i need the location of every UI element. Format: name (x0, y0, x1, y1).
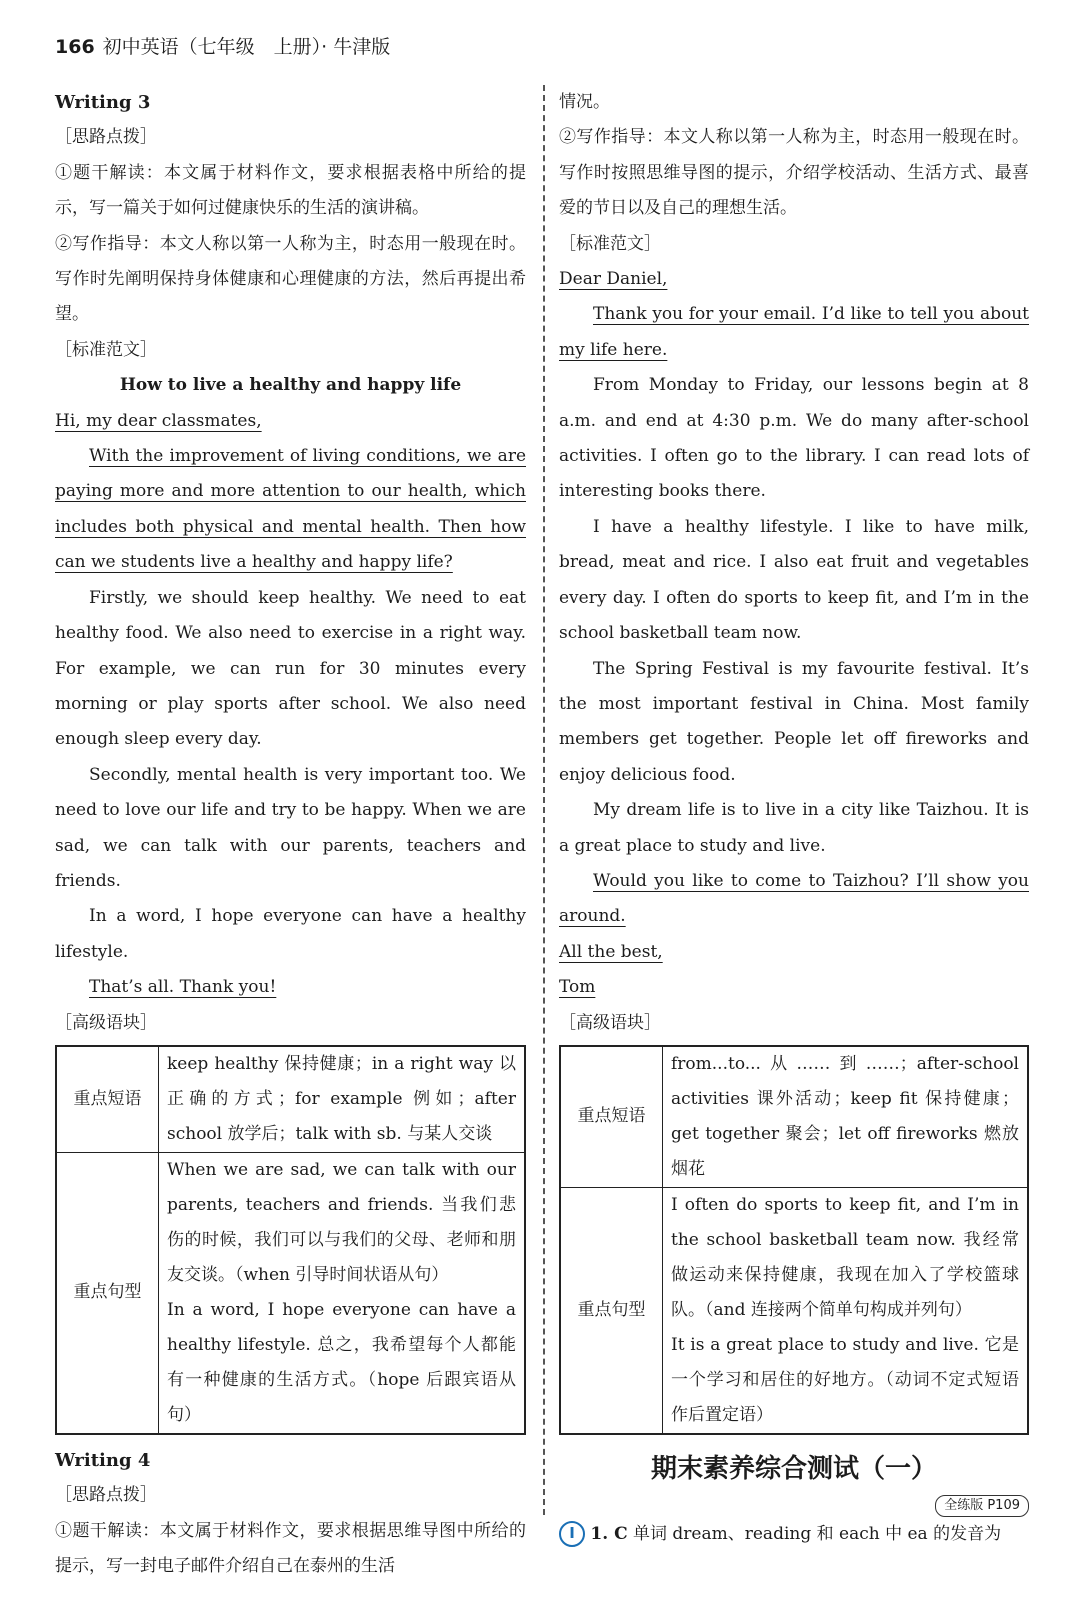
page-header (55, 32, 390, 59)
writing3-advanced-label: ［高级语块］ (55, 1012, 157, 1033)
table-cell-label: 重点句型 (56, 1152, 159, 1434)
writing4-paragraph-2: From Monday to Friday, our lessons begin at 8 a.m. and end at 4:30 p.m. We do many after-school activities. I often go to the library. I can read lots of interesting books there. (559, 375, 1029, 502)
writing4-paragraph-6-text: Would you like to come to Taizhou? I’ll show you around. (559, 870, 1029, 927)
writing4-paragraph-5: My dream life is to live in a city like Taizhou. It is a great place to study and live. (559, 800, 1029, 856)
table-row (56, 1152, 525, 1434)
table-row (560, 1046, 1028, 1188)
writing3-greeting-text: Hi, my dear classmates, (55, 410, 262, 431)
writing4-signoff (559, 935, 1029, 970)
writing4-paragraph-4: The Spring Festival is my favourite festival. It’s the most important festival in China. Most family members get together. People let off fireworks and enjoy delicious food. (559, 658, 1029, 785)
writing4-paragraph-1-text: Thank you for your email. I’d like to tell you about my life here. (559, 304, 1029, 360)
section-number-badge: I (559, 1521, 585, 1547)
writing3-paragraph-3: Secondly, mental health is very important too. We need to love our life and try to be happy. When we are sad, we can talk with our parents, teachers and friends. (55, 764, 526, 891)
writing3-essay-title: How to live a healthy and happy life (119, 375, 462, 396)
table-cell-phrases: from...to...从……到……；after-school activities 课外活动；keep fit 保持健康；get together 聚会；let off fireworks 燃放烟花 (663, 1046, 1029, 1188)
writing3-hint-2: ②写作指导：本文人称以第一人称为主，时态用一般现在时。写作时先阐明保持身体健康和心理健康的方法，然后再提出希望。 (55, 233, 526, 325)
writing3-paragraph-1 (55, 439, 526, 581)
writing4-paragraph-1 (559, 297, 1029, 368)
writing4-hint-label: ［思路点拨］ (55, 1485, 157, 1506)
key-sentence: In a word, I hope everyone can have a healthy lifestyle. 总之，我希望每个人都能有一种健康的生活方式。（hope 后跟宾语从句） (167, 1299, 516, 1425)
answer-explanation: 单词 dream、reading 和 each 中 ea 的发音为 (633, 1523, 1002, 1544)
table-cell-sentences (159, 1152, 526, 1434)
table-row (56, 1046, 525, 1153)
writing4-paragraph-6 (559, 864, 1029, 935)
writing3-hint-label: ［思路点拨］ (55, 127, 157, 148)
writing3-closing (55, 970, 526, 1005)
writing4-model-label: ［标准范文］ (559, 233, 661, 254)
book-title: 初中英语（七年级 上册）· 牛津版 (102, 36, 391, 58)
writing3-title: Writing 3 (55, 92, 151, 113)
writing4-vocab-table (559, 1045, 1029, 1435)
writing4-paragraph-3: I have a healthy lifestyle. I like to have milk, bread, meat and rice. I also eat fruit and vegetables every day. I often do sports to keep fit, and I’m in the school basketball team now. (559, 516, 1029, 644)
column-divider (543, 85, 545, 1515)
writing4-hint-2: ②写作指导：本文人称以第一人称为主，时态用一般现在时。写作时按照思维导图的提示，介绍学校活动、生活方式、最喜爱的节日以及自己的理想生活。 (559, 127, 1029, 219)
writing3-closing-text: That’s all. Thank you! (89, 977, 277, 998)
writing3-paragraph-2: Firstly, we should keep healthy. We need to eat healthy food. We also need to exercise in a right way. For example, we can run for 30 minutes every morning or play sports after school. We also need enough sleep every day. (55, 587, 526, 750)
writing3-vocab-table (55, 1045, 526, 1435)
writing3-paragraph-4: In a word, I hope everyone can have a healthy lifestyle. (55, 906, 526, 962)
writing4-signature (559, 970, 1029, 1005)
question-line (559, 1517, 1029, 1552)
table-cell-phrases: keep healthy 保持健康；in a right way 以正确的方式；for example 例如；after school 放学后；talk with sb. 与某人交谈 (159, 1046, 526, 1153)
page-number: 166 (55, 36, 95, 58)
key-sentence: When we are sad, we can talk with our parents, teachers and friends. 当我们悲伤的时候，我们可以与我们的父母、老师和朋友交谈。（when 引导时间状语从句） (167, 1159, 516, 1285)
exam-section-title: 期末素养综合测试（一） (650, 1453, 937, 1484)
writing3-paragraph-1-text: With the improvement of living conditions, we are paying more and more attention to our health, which includes both physical and mental health. Then how can we students live a healthy and happy life? (55, 446, 526, 573)
writing3-hint-1: ①题干解读：本文属于材料作文，要求根据表格中所给的提示，写一篇关于如何过健康快乐的生活的演讲稿。 (55, 162, 526, 219)
key-sentence: I often do sports to keep fit, and I’m in the school basketball team now. 我经常做运动来保持健康，我现在加入了学校篮球队。（and 连接两个简单句构成并列句） (671, 1194, 1019, 1320)
exam-reference (559, 1491, 1029, 1517)
writing4-advanced-label: ［高级语块］ (559, 1012, 661, 1033)
table-cell-label: 重点短语 (56, 1046, 159, 1153)
answer-number: 1. C (590, 1523, 628, 1544)
writing4-title: Writing 4 (55, 1449, 151, 1471)
writing3-greeting (55, 404, 526, 439)
writing4-greeting (559, 262, 1029, 297)
table-cell-label: 重点句型 (560, 1187, 663, 1434)
writing4-greeting-text: Dear Daniel, (559, 269, 668, 290)
writing4-hint-1: ①题干解读：本文属于材料作文，要求根据思维导图中所给的提示，写一封电子邮件介绍自己在泰州的生活 (55, 1520, 526, 1577)
writing4-signature-text: Tom (559, 977, 596, 998)
writing3-model-label: ［标准范文］ (55, 339, 157, 360)
writing4-hint-1-continued: 情况。 (559, 92, 610, 112)
exam-reference-badge: 全练版 P109 (935, 1495, 1029, 1517)
left-column (55, 85, 526, 1585)
writing4-signoff-text: All the best, (559, 941, 663, 962)
table-row (560, 1187, 1028, 1434)
key-sentence: It is a great place to study and live. 它是一个学习和居住的好地方。（动词不定式短语作后置定语） (671, 1334, 1019, 1425)
table-cell-sentences (663, 1187, 1029, 1434)
table-cell-label: 重点短语 (560, 1046, 663, 1188)
right-column (559, 85, 1029, 1552)
